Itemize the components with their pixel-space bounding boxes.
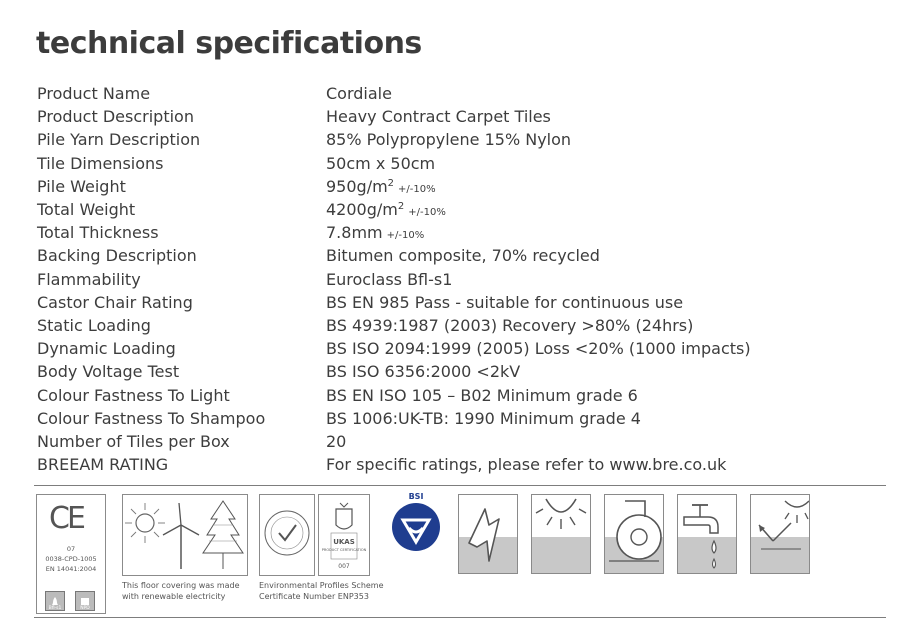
spec-row — [37, 198, 887, 221]
ce-line-1: 07 — [66, 545, 76, 553]
spec-value-text: 85% Polypropylene 15% Nylon — [326, 130, 572, 150]
spec-value — [326, 200, 446, 219]
spec-label: Dynamic Loading — [37, 339, 176, 359]
castor-chair-icon — [604, 494, 664, 574]
spec-label: Pile Yarn Description — [37, 130, 201, 150]
spec-value-text: Euroclass Bfl-s1 — [326, 269, 453, 289]
bre-global-listed-icon — [259, 494, 315, 576]
spec-label: Body Voltage Test — [37, 362, 180, 382]
spec-value-text: 50cm x 50cm — [326, 153, 436, 173]
spec-value — [326, 154, 435, 173]
spec-label: Product Name — [37, 84, 151, 104]
spec-row — [37, 221, 887, 244]
spec-value — [326, 293, 683, 312]
spec-value-text: 4200g/m — [326, 200, 398, 220]
spec-value — [326, 177, 436, 196]
certification-icons — [0, 486, 906, 616]
renewable-electricity-icon — [122, 494, 248, 576]
environmental-caption-1: Environmental Profiles Scheme — [259, 581, 384, 590]
spec-row — [37, 268, 887, 291]
spec-value-text: Heavy Contract Carpet Tiles — [326, 107, 551, 127]
spec-value-text: 7.8mm — [326, 223, 383, 243]
bsi-kitemark-icon — [391, 492, 441, 552]
spec-value — [326, 432, 346, 451]
spec-label: Number of Tiles per Box — [37, 431, 230, 451]
spec-label: Product Description — [37, 107, 194, 127]
ukas-number: 007 — [338, 563, 350, 570]
spec-row — [37, 430, 887, 453]
spec-value-text: BS ISO 2094:1999 (2005) Loss <20% (1000 impacts) — [326, 339, 751, 359]
spec-row — [37, 82, 887, 105]
spec-row — [37, 407, 887, 430]
static-electricity-icon — [458, 494, 518, 574]
spec-value — [326, 409, 641, 428]
ce-line-3: EN 14041:2004 — [45, 565, 97, 573]
spec-label: Total Thickness — [37, 223, 159, 243]
spec-label: Castor Chair Rating — [37, 292, 193, 312]
spec-row — [37, 105, 887, 128]
spec-value-text: BS 4939:1987 (2003) Recovery >80% (24hrs) — [326, 315, 694, 335]
spec-row — [37, 360, 887, 383]
spec-label: Flammability — [37, 269, 141, 289]
ukas-icon — [318, 494, 370, 576]
heat-light-reflect-icon — [750, 494, 810, 574]
spec-value — [326, 84, 392, 103]
spec-row — [37, 291, 887, 314]
spec-tolerance: +/-10% — [398, 183, 436, 195]
spec-value — [326, 223, 424, 242]
spec-value-text: 950g/m — [326, 176, 388, 196]
spec-value-text: Bitumen composite, 70% recycled — [326, 246, 600, 266]
spec-value — [326, 246, 600, 265]
spec-value — [326, 362, 520, 381]
spec-row — [37, 453, 887, 476]
spec-tolerance: +/-10% — [386, 230, 425, 242]
ce-mark-icon: CE — [49, 501, 83, 536]
flammability-badge-icon: Bfl-s1 — [45, 591, 65, 611]
spec-value — [326, 107, 551, 126]
spec-value-text: BS ISO 6356:2000 <2kV — [326, 362, 521, 382]
spec-value — [326, 316, 693, 335]
spec-label: BREEAM RATING — [37, 455, 169, 475]
spec-value-superscript: 2 — [397, 201, 405, 213]
spec-value-text: BS 1006:UK-TB: 1990 Minimum grade 4 — [326, 408, 641, 428]
ukas-sub: PRODUCT CERTIFICATION — [321, 548, 367, 552]
spec-label: Total Weight — [37, 200, 136, 220]
bsi-label: BSI — [408, 492, 424, 501]
spec-row — [37, 383, 887, 406]
spec-row — [37, 128, 887, 151]
spec-label: Colour Fastness To Shampoo — [37, 408, 266, 428]
spec-value-text: BS EN ISO 105 – B02 Minimum grade 6 — [326, 385, 638, 405]
spec-row — [37, 337, 887, 360]
ukas-label: UKAS — [333, 538, 355, 546]
renewable-caption-2: with renewable electricity — [122, 592, 226, 601]
spec-value — [326, 130, 571, 149]
spec-value — [326, 386, 638, 405]
npd-badge-icon: NPD — [75, 591, 95, 611]
spec-label: Colour Fastness To Light — [37, 385, 230, 405]
ce-line-2: 0038-CPD-1005 — [45, 555, 97, 563]
spec-table — [37, 82, 887, 476]
environmental-caption-2: Certificate Number ENP353 — [259, 592, 369, 601]
spec-label: Pile Weight — [37, 176, 126, 196]
page-title: technical specifications — [36, 26, 422, 61]
renewable-caption-1: This floor covering was made — [122, 581, 240, 590]
spec-label: Tile Dimensions — [37, 153, 164, 173]
spec-value-text: 20 — [326, 431, 347, 451]
spec-row — [37, 244, 887, 267]
spec-label: Backing Description — [37, 246, 197, 266]
spec-value-text: BS EN 985 Pass - suitable for continuous use — [326, 292, 684, 312]
spec-value-text: Cordiale — [326, 84, 392, 104]
ce-certificate — [36, 494, 106, 614]
spec-row — [37, 314, 887, 337]
spec-label: Static Loading — [37, 315, 151, 335]
spec-tolerance: +/-10% — [408, 207, 446, 219]
spec-value — [326, 339, 751, 358]
spec-value-superscript: 2 — [387, 177, 395, 189]
spec-value — [326, 270, 452, 289]
light-fastness-icon — [531, 494, 591, 574]
shampoo-fastness-icon — [677, 494, 737, 574]
spec-value-text: For specific ratings, please refer to www.bre.co.uk — [326, 455, 727, 475]
spec-row — [37, 175, 887, 198]
spec-value — [326, 455, 726, 474]
spec-row — [37, 152, 887, 175]
